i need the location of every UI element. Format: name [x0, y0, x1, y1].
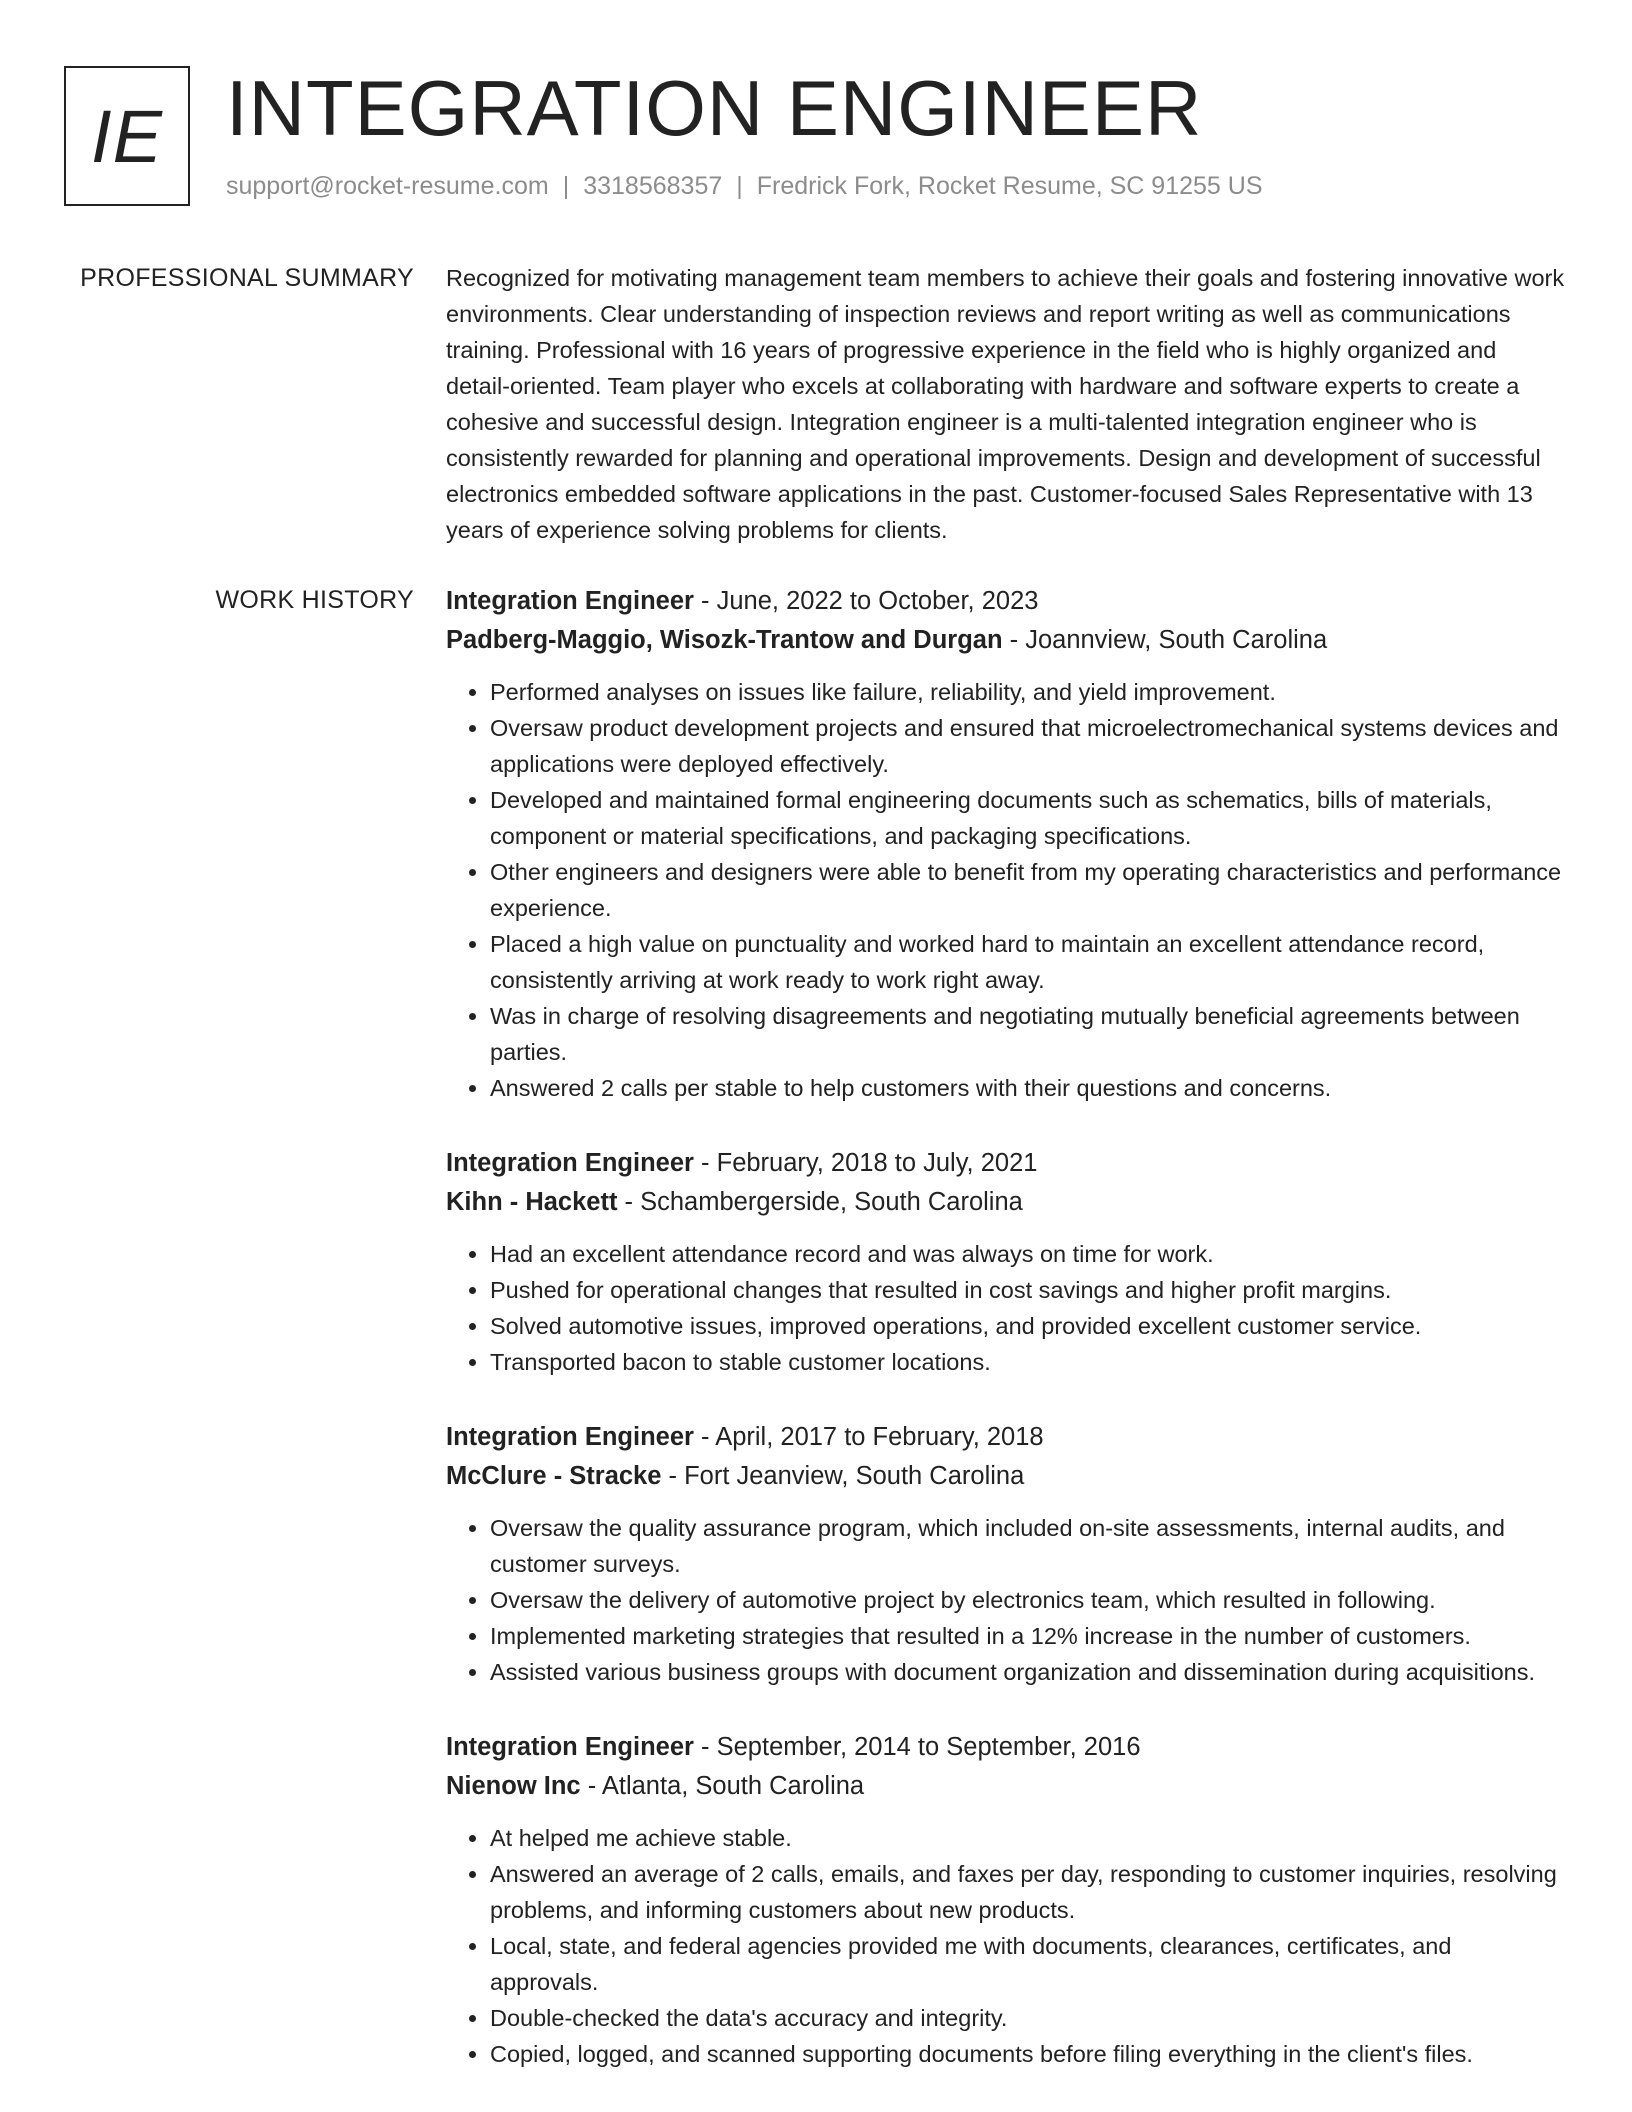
- resume-header: [64, 66, 1564, 210]
- job-entry: [446, 582, 1566, 1106]
- job-title: Integration Engineer: [446, 587, 694, 615]
- section-heading: PROFESSIONAL SUMMARY: [80, 264, 414, 292]
- monogram-badge: IE: [64, 66, 190, 206]
- contact-email: support@rocket-resume.com: [226, 172, 549, 200]
- page-title: INTEGRATION ENGINEER: [226, 64, 1203, 152]
- contact-line: [226, 172, 1263, 201]
- list-item: • Had an excellent attendance record and was always on time for work.: [490, 1236, 1566, 1272]
- list-item: • At helped me achieve stable.: [490, 1820, 1566, 1856]
- job-title: Integration Engineer: [446, 1733, 694, 1761]
- list-item: • Oversaw the quality assurance program, which included on-site assessments, internal audits, and customer surveys.: [490, 1510, 1566, 1582]
- job-company: Nienow Inc: [446, 1772, 581, 1800]
- list-item: • Other engineers and designers were able to benefit from my operating characteristics and performance experience.: [490, 854, 1566, 926]
- job-company-line: [446, 1183, 1566, 1222]
- list-item: • Pushed for operational changes that resulted in cost savings and higher profit margins.: [490, 1272, 1566, 1308]
- job-title-line: [446, 582, 1566, 621]
- list-item: • Answered an average of 2 calls, emails, and faxes per day, responding to customer inquiries, resolving problems, and informing customers about new products.: [490, 1856, 1566, 1928]
- section-body: [446, 260, 1566, 548]
- list-item: • Developed and maintained formal engineering documents such as schematics, bills of materials, component or material specifications, and packaging specifications.: [490, 782, 1566, 854]
- job-company: McClure - Stracke: [446, 1462, 662, 1490]
- list-item: • Double-checked the data's accuracy and integrity.: [490, 2000, 1566, 2036]
- contact-phone: 3318568357: [583, 172, 723, 200]
- list-item: • Local, state, and federal agencies provided me with documents, clearances, certificates, and approvals.: [490, 1928, 1566, 2000]
- job-dates: - September, 2014 to September, 2016: [693, 1733, 1141, 1761]
- list-item: • Was in charge of resolving disagreements and negotiating mutually beneficial agreements between parties.: [490, 998, 1566, 1070]
- contact-address: Fredrick Fork, Rocket Resume, SC 91255 US: [756, 172, 1263, 200]
- job-title-line: [446, 1144, 1566, 1183]
- section-body: [446, 582, 1566, 2110]
- job-location: - Schambergerside, South Carolina: [617, 1188, 1023, 1216]
- job-location: - Atlanta, South Carolina: [580, 1772, 865, 1800]
- job-title-line: [446, 1418, 1566, 1457]
- job-bullets: [446, 674, 1566, 1106]
- list-item: • Transported bacon to stable customer locations.: [490, 1344, 1566, 1380]
- job-dates: - June, 2022 to October, 2023: [693, 587, 1039, 615]
- job-location: - Joannview, South Carolina: [1002, 626, 1328, 654]
- list-item: • Solved automotive issues, improved operations, and provided excellent customer service.: [490, 1308, 1566, 1344]
- contact-separator: |: [562, 172, 570, 200]
- list-item: • Oversaw product development projects and ensured that microelectromechanical systems devices and applications were deployed effectively.: [490, 710, 1566, 782]
- contact-separator: |: [736, 172, 743, 200]
- job-company: Padberg-Maggio, Wisozk-Trantow and Durgan: [446, 626, 1003, 654]
- section-heading: WORK HISTORY: [215, 586, 414, 614]
- job-company: Kihn - Hackett: [446, 1188, 618, 1216]
- list-item: • Oversaw the delivery of automotive project by electronics team, which resulted in following.: [490, 1582, 1566, 1618]
- job-title: Integration Engineer: [446, 1423, 694, 1451]
- job-entry: [446, 1144, 1566, 1380]
- list-item: • Performed analyses on issues like failure, reliability, and yield improvement.: [490, 674, 1566, 710]
- list-item: • Assisted various business groups with document organization and dissemination during acquisitions.: [490, 1654, 1566, 1690]
- job-company-line: [446, 1457, 1566, 1496]
- job-bullets: [446, 1510, 1566, 1690]
- job-title: Integration Engineer: [446, 1149, 694, 1177]
- job-bullets: [446, 1236, 1566, 1380]
- job-company-line: [446, 1767, 1566, 1806]
- job-company-line: [446, 621, 1566, 660]
- list-item: • Copied, logged, and scanned supporting documents before filing everything in the client's files.: [490, 2036, 1566, 2072]
- job-dates: - April, 2017 to February, 2018: [693, 1423, 1044, 1451]
- list-item: • Placed a high value on punctuality and worked hard to maintain an excellent attendance record, consistently arriving at work ready to work right away.: [490, 926, 1566, 998]
- list-item: • Implemented marketing strategies that resulted in a 12% increase in the number of customers.: [490, 1618, 1566, 1654]
- job-title-line: [446, 1728, 1566, 1767]
- list-item: • Answered 2 calls per stable to help customers with their questions and concerns.: [490, 1070, 1566, 1106]
- job-dates: - February, 2018 to July, 2021: [693, 1149, 1038, 1177]
- job-entry: [446, 1728, 1566, 2072]
- job-bullets: [446, 1820, 1566, 2072]
- summary-paragraph: Recognized for motivating management team members to achieve their goals and fostering innovative work environments. Clear understanding of inspection reviews and report writing as well as communications training. Professional with 16 years of progressive experience in the field who is highly organized and detail-oriented. Team player who excels at collaborating with hardware and software experts to create a cohesive and successful design. Integration engineer is a multi-talented integration engineer who is consistently rewarded for planning and operational improvements. Design and development of successful electronics embedded software applications in the past. Customer-focused Sales Representative with 13 years of experience solving problems for clients.: [446, 265, 1565, 543]
- job-entry: [446, 1418, 1566, 1690]
- job-location: - Fort Jeanview, South Carolina: [661, 1462, 1025, 1490]
